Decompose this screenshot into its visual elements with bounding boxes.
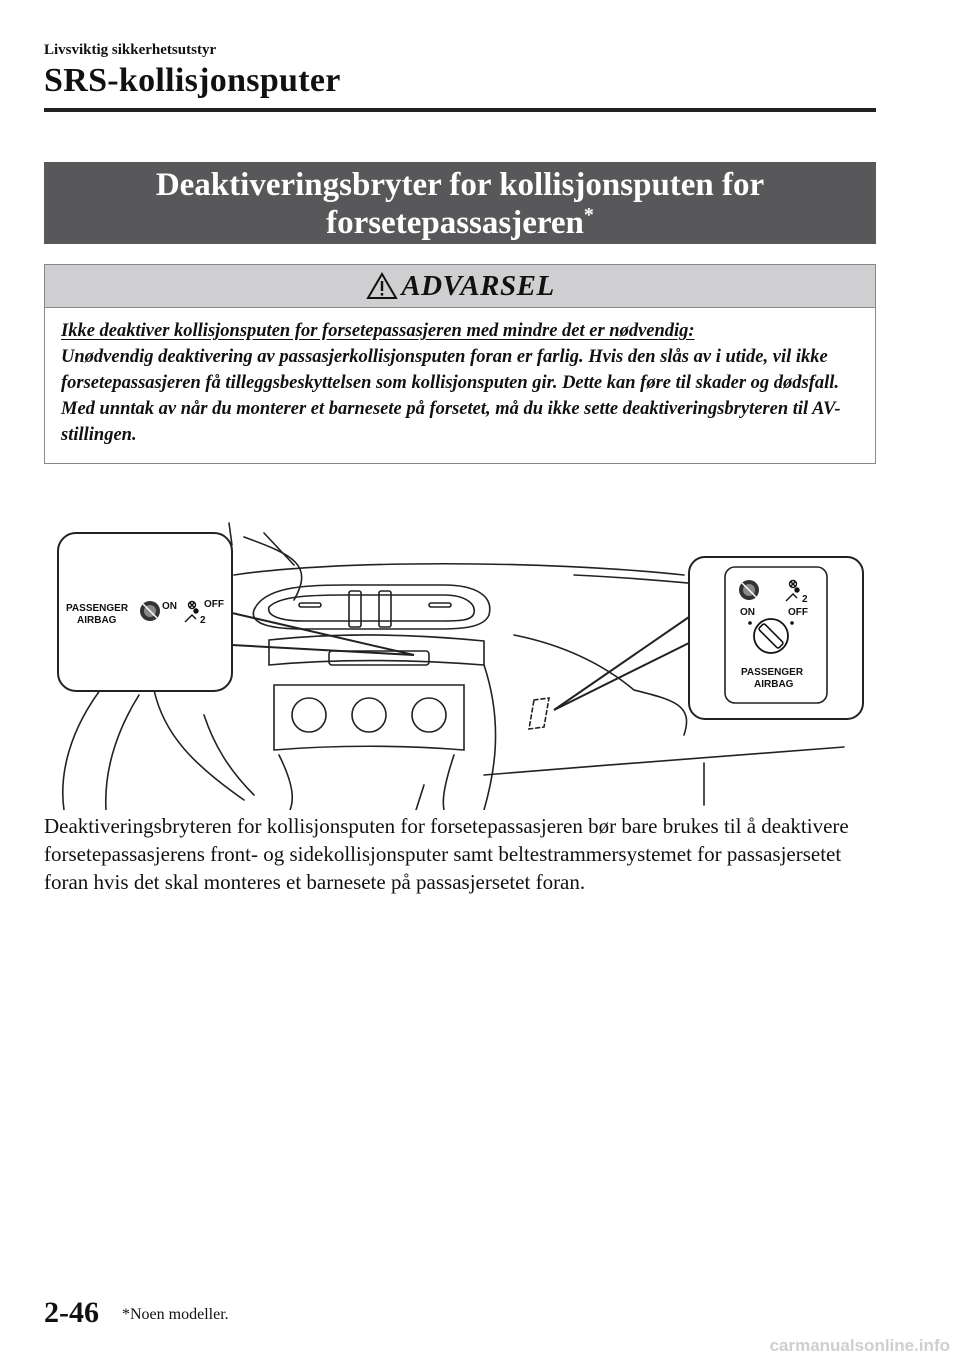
left-callout [58, 533, 232, 691]
warning-lead: Ikke deaktiver kollisjonsputen for forsetepassasjeren med mindre det er nødvendig: [61, 321, 695, 341]
footnote: *Noen modeller. [122, 1306, 229, 1323]
warning-title: ADVARSEL [401, 269, 555, 302]
left-passenger-label: PASSENGER [66, 603, 129, 614]
section-heading-line2: forsetepassasjeren* [326, 204, 594, 241]
left-off-label: OFF [204, 599, 224, 610]
warning-text: Unødvendig deaktivering av passasjerkollisjonsputen foran er farlig. Hvis den slås av i utide, vil ikke forsetepassasjeren få tilleggsbeskyttelsen som kollisjonsputen gir. Dette kan føre til skader og dødsfall. Med unntak av når du monterer et barnesete på forsetet, må du ikke sette deaktiveringsbryteren til AV-stillingen. [61, 347, 841, 445]
footnote-mark: * [583, 204, 594, 226]
warning-body [45, 308, 875, 448]
left-number-label: 2 [200, 615, 206, 626]
left-airbag-label: AIRBAG [77, 615, 117, 626]
page-title: SRS-kollisjonsputer [44, 62, 341, 99]
warning-header [45, 265, 875, 308]
watermark: carmanualsonline.info [769, 1336, 950, 1355]
right-airbag-on-icon [739, 580, 759, 600]
section-heading [44, 162, 876, 244]
warning-triangle-icon [365, 271, 399, 301]
right-off-label: OFF [788, 607, 808, 618]
deactivation-key-switch [754, 619, 788, 653]
section-heading-line1: Deaktiveringsbryter for kollisjonsputen for [155, 167, 765, 203]
right-callout [689, 557, 863, 719]
page-number: 2-46 [44, 1296, 99, 1329]
left-on-label: ON [162, 601, 177, 612]
dashboard-illustration [44, 505, 876, 810]
warning-box [44, 264, 876, 464]
title-divider [44, 108, 876, 112]
right-on-label: ON [740, 607, 755, 618]
breadcrumb: Livsviktig sikkerhetsutstyr [44, 42, 217, 58]
right-passenger-label: PASSENGER [741, 667, 804, 678]
right-number-label: 2 [802, 594, 808, 605]
body-paragraph: Deaktiveringsbryteren for kollisjonsputen for forsetepassasjeren bør bare brukes til å deaktivere forsetepassasjerens front- og sidekollisjonsputer samt beltestrammersystemet for passasjersetet foran hvis det skal monteres et barnesete på passasjersetet foran. [44, 814, 849, 894]
left-airbag-on-icon [140, 601, 160, 621]
right-airbag-label: AIRBAG [754, 679, 794, 690]
